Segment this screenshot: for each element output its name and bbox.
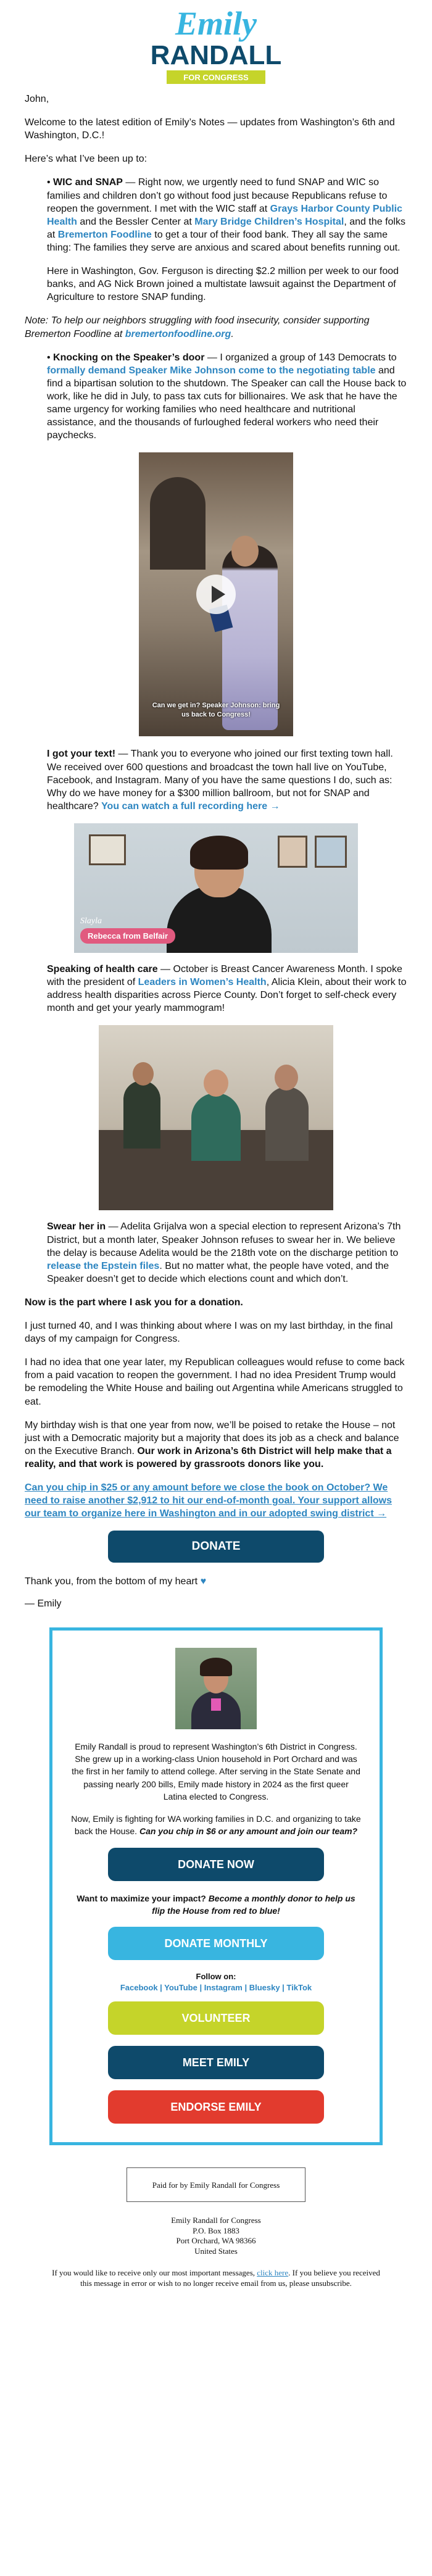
footer-text-2: . If you believe you received this message in error or wish to no longer receive email from us, please unsubscribe.: [80, 2268, 380, 2288]
address-line-2: P.O. Box 1883: [193, 2225, 239, 2235]
knocking-text-2: and find a bipartisan solution to the shutdown. The Speaker can call the House back to work, like he did in July, to pass tax cuts for billionaires. We ask that he have the same urgency for working families who need healthcare and nutritional assistance, and the thousands of furloughed federal workers who need their paychecks.: [47, 365, 407, 441]
chip-in-paragraph: [25, 1481, 407, 1520]
footer-text: [25, 2268, 407, 2289]
logo-first-name: Emily: [175, 5, 257, 42]
spacer: [25, 2145, 407, 2167]
volunteer-button[interactable]: VOLUNTEER: [108, 2001, 324, 2035]
wic-text-1: — Right now, we urgently need to fund SNAP and WIC so families and children don’t go without food just because Republicans refuse to reopen the government. I met with the WIC staff at: [47, 177, 388, 214]
person-2-head: [204, 1070, 228, 1097]
email-body: [25, 0, 407, 2289]
wic-text-4: to get a tour of their food bank. They all say the same thing: The families they serve are anxious and scared about benefits running out.: [47, 229, 401, 253]
campaign-logo: [25, 0, 407, 93]
paid-for-box: Paid for by Emily Randall for Congress: [127, 2167, 305, 2202]
greeting: John,: [25, 94, 49, 104]
monthly-text-2: Become a monthly donor to help us flip the House from red to blue!: [152, 1893, 355, 1916]
ask-heading: [25, 1296, 407, 1309]
doorway-arch: [150, 477, 206, 570]
link-watch-recording[interactable]: You can watch a full recording here →: [101, 800, 280, 812]
link-leaders-womens-health[interactable]: Leaders in Women’s Health: [138, 977, 267, 988]
fight-text: [71, 1813, 361, 1838]
address-line-1: Emily Randall for Congress: [171, 2215, 261, 2225]
donate-button[interactable]: DONATE: [108, 1531, 324, 1563]
link-demand-speaker[interactable]: formally demand Speaker Mike Johnson come to the negotiating table: [47, 365, 376, 376]
link-bremerton-foodline[interactable]: Bremerton Foodline: [57, 229, 152, 240]
wall-frame-1: [89, 834, 126, 865]
wic-snap-heading: WIC and SNAP: [53, 177, 123, 188]
swear-text-1: — Adelita Grijalva won a special election to represent Arizona’s 7th District, but a month later, Speaker Johnson refuses to swear her in. We believe the delay is because Adelita would be the 218th vote on the discharge petition to: [47, 1221, 401, 1258]
signature: — Emily: [25, 1598, 62, 1609]
link-epstein-files[interactable]: release the Epstein files: [47, 1260, 160, 1271]
play-button-icon[interactable]: [196, 575, 236, 614]
headshot-hair: [200, 1658, 232, 1676]
health-text-1: — October is Breast Cancer Awareness Month. I spoke with the president of: [47, 963, 402, 988]
logo-banner-text: FOR CONGRESS: [183, 73, 249, 82]
health-text-2: , Alicia Klein, about their work to address health disparities across Pierce County. Don’t forget to self-check every month and get your yearly mammogram!: [47, 977, 407, 1014]
swear-in-heading: Swear her in: [47, 1221, 106, 1232]
follow-label: Follow on:: [196, 1972, 236, 1982]
knocking-heading: Knocking on the Speaker’s door: [53, 352, 205, 363]
note-text-2: .: [231, 328, 234, 339]
person-1: [123, 1081, 160, 1149]
knocking-section: [25, 351, 407, 442]
swear-in-paragraph: [47, 1220, 407, 1286]
swear-text-2: . But no matter what, the people have voted, and the Speaker doesn’t get to decide which elections count and which don’t.: [47, 1260, 389, 1284]
click-here-link[interactable]: click here: [257, 2268, 289, 2278]
link-foodline-site[interactable]: bremertonfoodline.org: [125, 328, 231, 339]
video-caption: Can we get in? Speaker Johnson: bring us back to Congress!: [152, 702, 280, 718]
donate-monthly-button[interactable]: DONATE MONTHLY: [108, 1927, 324, 1960]
foodline-note: [25, 314, 407, 340]
wish-paragraph: [25, 1419, 407, 1471]
link-grays-harbor[interactable]: Grays Harbor County Public Health: [47, 203, 402, 227]
townhall-heading: I got your text!: [47, 749, 116, 760]
birthday-paragraph-2: I had no idea that one year later, my Republican colleagues would refuse to come back from a paid vacation to reopen the government. I had no idea President Trump would be remodeling the White House and bailing out Argentina while Americans struggled to eat.: [25, 1357, 405, 1407]
meeting-photo: [99, 1025, 333, 1210]
townhall-paragraph: [47, 747, 407, 813]
been-up-to-text: Here’s what I’ve been up to:: [25, 154, 147, 165]
knocking-paragraph: • Knocking on the Speaker’s door — I organized a group of 143 Democrats to formally demand Speaker Mike Johnson come to the negotiating table and find a bipartisan solution to the shutdown. The Speaker can call the House back to work, like he did in July, to pass tax cuts for billionaires. We ask that he have the same urgency for working families who need healthcare and nutritional assistance, and the thousands of furloughed federal workers who need their paychecks.: [47, 352, 407, 441]
heart-icon: ♥: [200, 1576, 207, 1587]
townhall-text-1: — Thank you to everyone who joined our first texting town hall. We received over 600 questions and broadcast the town hall live on YouTube, Facebook, and Instagram. Many of you have the same questions I do, such as: Why do we have money for a $300 million ballroom, but not for SNAP and healthcare?: [47, 749, 393, 812]
bio-text: Emily Randall is proud to represent Washington’s 6th District in Congress. She grew up in a working-class Union household in Port Orchard and was the first in her family to attend college. After serving in the State Senate and passing nearly 200 bills, Emily made history in 2024 as the first queer Latina elected to Congress.: [72, 1741, 360, 1801]
wall-frame-2: [278, 836, 307, 868]
monthly-text-1: Want to maximize your impact?: [77, 1893, 209, 1903]
thanks-text: Thank you, from the bottom of my heart: [25, 1576, 198, 1587]
emily-randall-logo: [130, 2, 302, 89]
monthly-text: [71, 1892, 361, 1917]
meet-emily-button[interactable]: MEET EMILY: [108, 2046, 324, 2079]
fight-bold: Can you chip in $6 or any amount and join our team?: [139, 1826, 358, 1837]
wic-text-3: , and the folks at: [47, 216, 405, 240]
wish-text: My birthday wish is that one year from now, we’ll be poised to retake the House – not just with a Democratic majority but a majority that does its job as a check and balance on the Executive Branch.: [25, 1419, 399, 1456]
fight-text-1: Now, Emily is fighting for WA working families in D.C. and organizing to take back the House.: [71, 1814, 361, 1837]
wic-snap-section: [25, 176, 407, 304]
follow-section: [71, 1971, 361, 1992]
social-links[interactable]: Facebook | YouTube | Instagram | Bluesky | TikTok: [120, 1982, 312, 1992]
wall-frame-3: [315, 836, 347, 868]
donate-now-button[interactable]: DONATE NOW: [108, 1848, 324, 1881]
text-townhall-section: [25, 747, 407, 813]
link-mary-bridge[interactable]: Mary Bridge Children’s Hospital: [194, 216, 344, 227]
thanks-paragraph: [25, 1575, 407, 1588]
address-line-4: United States: [194, 2246, 238, 2256]
speaker-door-video[interactable]: [139, 452, 293, 736]
ask-heading-text: Now is the part where I ask you for a donation.: [25, 1297, 243, 1308]
health-paragraph: [47, 963, 407, 1015]
wic-snap-paragraph: • WIC and SNAP — Right now, we urgently need to fund SNAP and WIC so families and children don’t go without food just because Republicans refuse to reopen the government. I met with the WIC staff at Grays Harbor County Public Health and the Bessler Center at Mary Bridge Children’s Hospital, and the folks at Bremerton Foodline to get a tour of their food bank. They all say the same thing: The families they serve are anxious and scared about benefits running out.: [47, 177, 405, 253]
note-text-1: Note: To help our neighbors struggling with food insecurity, consider supporting Bremerton Foodline at: [25, 315, 370, 339]
wic-text-2: and the Bessler Center at: [77, 216, 195, 227]
person-hair: [190, 836, 248, 870]
headshot-collar: [211, 1698, 221, 1711]
health-section: [25, 963, 407, 1015]
knocking-text-1: — I organized a group of 143 Democrats to: [204, 352, 397, 363]
rebecca-photo: [74, 823, 358, 953]
health-heading: Speaking of health care: [47, 963, 158, 974]
person-2: [191, 1093, 241, 1161]
intro-text: Welcome to the latest edition of Emily’s Notes — updates from Washington’s 6th and Washington, D.C.!: [25, 117, 395, 141]
ferguson-paragraph: Here in Washington, Gov. Ferguson is directing $2.2 million per week to our food banks, and AG Nick Brown joined a multistate lawsuit against the Department of Agriculture to restore SNAP funding.: [47, 266, 399, 303]
person-3: [265, 1087, 309, 1161]
photo-brand: Slayla: [80, 916, 102, 926]
wish-bold: Our work in Arizona’s 6th District will help make that a reality, and that work is powered by grassroots donors like you.: [25, 1445, 392, 1470]
mailing-address: [25, 2216, 407, 2258]
person-3-head: [275, 1065, 298, 1091]
chip-in-link[interactable]: Can you chip in $25 or any amount before we close the book on October? We need to raise another $2,912 to hit our end-of-month goal. Your support allows our team to organize here in Washington and in our adopted swing district →: [25, 1482, 393, 1519]
bio-box: [49, 1627, 383, 2145]
address-line-3: Port Orchard, WA 98366: [176, 2236, 256, 2246]
footer-text-1: If you would like to receive only our most important messages,: [52, 2268, 257, 2278]
emily-headshot: [175, 1648, 257, 1729]
birthday-paragraph-1: I just turned 40, and I was thinking about where I was on my last birthday, in the final days of my campaign for Congress.: [25, 1321, 393, 1345]
swear-in-section: [25, 1220, 407, 1286]
endorse-emily-button[interactable]: ENDORSE EMILY: [108, 2090, 324, 2124]
logo-last-name: RANDALL: [150, 40, 282, 70]
rebecca-label: Rebecca from Belfair: [80, 928, 175, 944]
